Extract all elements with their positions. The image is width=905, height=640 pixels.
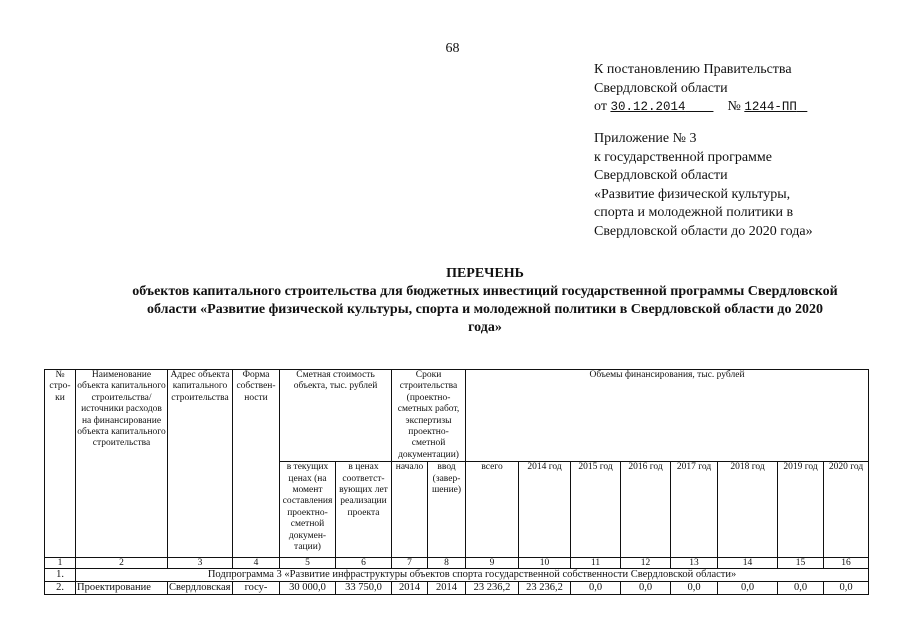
column-number: 2 <box>76 558 168 569</box>
appendix-line: «Развитие физической культуры, <box>594 186 791 202</box>
header-row-number: № стро- ки <box>45 370 76 558</box>
column-number: 5 <box>280 558 336 569</box>
column-number: 8 <box>428 558 466 569</box>
ownership-cell: госу- <box>233 582 280 595</box>
year-2014-cell: 23 236,2 <box>519 582 571 595</box>
header-end: ввод (завер- шение) <box>428 462 466 558</box>
header-year-2019: 2019 год <box>778 462 824 558</box>
capital-construction-table <box>44 369 869 595</box>
header-start: начало <box>392 462 428 558</box>
header-construction-terms: Сроки строительства (проектно- сметных работ, экспертизы проектно- сметной документации) <box>392 370 466 462</box>
row-number: 2. <box>45 582 76 595</box>
subprogram-row-number: 1. <box>45 569 76 582</box>
heading-subtitle-3: года» <box>468 320 502 335</box>
approval-line-2: Свердловской области <box>594 80 728 96</box>
table-row <box>45 582 869 595</box>
resolution-date: 30.12.2014 <box>610 100 686 114</box>
header-funding-volumes: Объемы финансирования, тыс. рублей <box>466 370 869 462</box>
header-estimated-cost: Сметная стоимость объекта, тыс. рублей <box>280 370 392 462</box>
appendix-line: спорта и молодежной политики в <box>594 205 794 220</box>
end-cell: 2014 <box>428 582 466 595</box>
year-2015-cell: 0,0 <box>571 582 621 595</box>
column-number: 3 <box>168 558 233 569</box>
column-number: 7 <box>392 558 428 569</box>
header-year-2020: 2020 год <box>824 462 869 558</box>
resolution-number: 1244-ПП <box>744 100 797 114</box>
column-number: 13 <box>671 558 718 569</box>
document-heading <box>80 265 890 337</box>
column-number: 12 <box>621 558 671 569</box>
appendix-line: к государственной программе <box>594 149 772 165</box>
column-number: 1 <box>45 558 76 569</box>
total-cell: 23 236,2 <box>466 582 519 595</box>
column-number: 6 <box>336 558 392 569</box>
column-number-row <box>45 558 869 569</box>
column-number: 10 <box>519 558 571 569</box>
header-year-2017: 2017 год <box>671 462 718 558</box>
approval-line-1: К постановлению Правительства <box>594 62 792 77</box>
header-total: всего <box>466 462 519 558</box>
cost-projected-cell: 33 750,0 <box>336 582 392 595</box>
heading-title: ПЕРЕЧЕНЬ <box>446 266 524 281</box>
heading-subtitle-2: области «Развитие физической культуры, спорта и молодежной политики в Свердловской области до 2020 <box>146 302 823 317</box>
appendix-line: Свердловской области до 2020 года» <box>594 223 813 239</box>
year-2019-cell: 0,0 <box>778 582 824 595</box>
appendix-block <box>594 130 813 241</box>
column-number: 9 <box>466 558 519 569</box>
start-cell: 2014 <box>392 582 428 595</box>
header-year-2014: 2014 год <box>519 462 571 558</box>
year-2016-cell: 0,0 <box>621 582 671 595</box>
year-2018-cell: 0,0 <box>718 582 778 595</box>
column-number: 15 <box>778 558 824 569</box>
column-number: 14 <box>718 558 778 569</box>
heading-subtitle-1: объектов капитального строительства для бюджетных инвестиций государственной программы Свердловской <box>132 284 838 299</box>
subprogram-row <box>45 569 869 582</box>
number-prefix: № <box>727 99 741 114</box>
header-cost-current: в текущих ценах (на момент составления проектно- сметной докумен- тации) <box>280 462 336 558</box>
header-year-2018: 2018 год <box>718 462 778 558</box>
page-number: 68 <box>445 41 460 56</box>
year-2020-cell: 0,0 <box>824 582 869 595</box>
appendix-line: Свердловской области <box>594 168 728 183</box>
header-cost-projected: в ценах соответст- вующих лет реализации проекта <box>336 462 392 558</box>
column-number: 11 <box>571 558 621 569</box>
address-cell: Свердловская <box>169 582 231 594</box>
approval-block <box>594 61 807 117</box>
subprogram-title: Подпрограмма 3 «Развитие инфраструктуры объектов спорта государственной собственности Свердловской области» <box>76 569 869 582</box>
header-object-name: Наименование объекта капитального строительства/ источники расходов на финансирование объекта капитального строительства <box>76 370 168 558</box>
column-number: 4 <box>233 558 280 569</box>
header-address: Адрес объекта капитального строительства <box>168 370 233 558</box>
header-ownership: Форма собствен- ности <box>233 370 280 558</box>
object-name-cell: Проектирование <box>76 582 168 595</box>
date-prefix: от <box>594 99 607 114</box>
cost-current-cell: 30 000,0 <box>280 582 336 595</box>
header-year-2015: 2015 год <box>571 462 621 558</box>
approval-date-line <box>594 98 807 117</box>
appendix-line: Приложение № 3 <box>594 131 697 146</box>
header-year-2016: 2016 год <box>621 462 671 558</box>
year-2017-cell: 0,0 <box>671 582 718 595</box>
column-number: 16 <box>824 558 869 569</box>
